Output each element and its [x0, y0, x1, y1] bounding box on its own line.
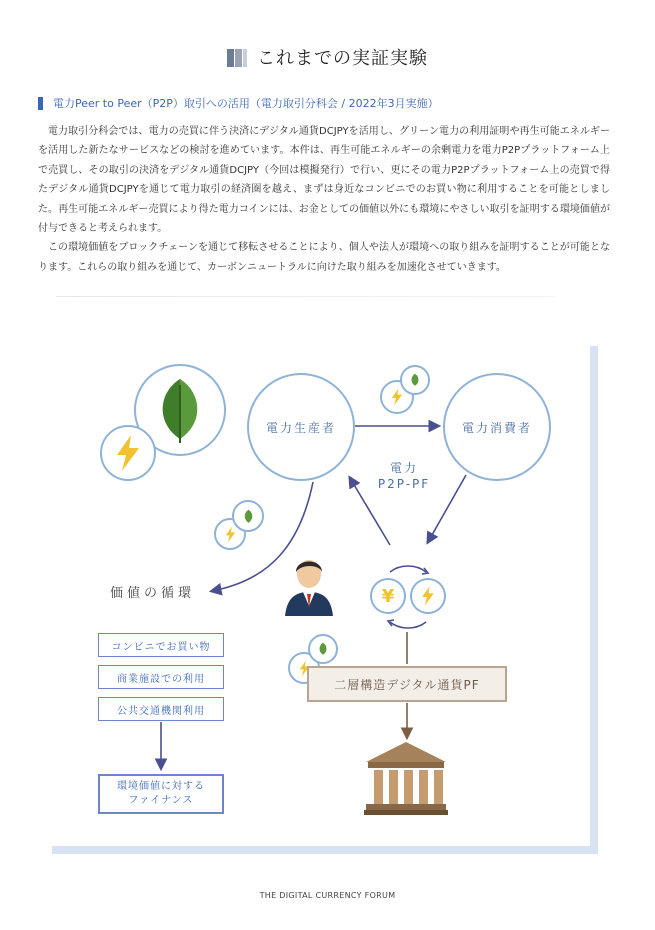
- small-leaf-coin-1: [400, 365, 430, 395]
- body-paragraph-1: 電力取引分科会では、電力の売買に伴う決済にデジタル通貨DCJPYを活用し、グリーン電力の利用証明や再生可能エネルギーを活用した新たなサービスなどの検討を進めています。本件は、再生可能エネルギーの余剰電力を電力P2Pプラットフォーム上で売買し、その取引の決済をデジタル通貨DCJPY（今回は模擬発行）で行い、更にその電力P2Pプラットフォーム上の売買で得たデジタル通貨DCJPYを通じて電力取引の経済圏を越え、まずは身近なコンビニでのお買い物に利用することを可能としました。再生可能エネルギー売買により得た電力コインには、お金としての価値以外にも環境にやさしい取引を証明する環境価値が付与できると考えられます。: [38, 126, 610, 235]
- producer-node: [247, 373, 355, 481]
- p2p-pf-label-line1: 電力: [389, 461, 418, 475]
- leaf-icon: [317, 641, 329, 657]
- p2p-pf-label-line2: P2P-PF: [377, 477, 431, 491]
- yen-symbol: ¥: [381, 585, 395, 607]
- lightning-icon: [224, 526, 237, 543]
- consumer-label: 電力消費者: [461, 420, 532, 435]
- use-box-convenience: コンビニでお買い物: [98, 633, 224, 657]
- finance-line1: 環境価値に対する: [117, 781, 205, 792]
- lightning-icon: [113, 434, 143, 472]
- yen-coin-icon: [370, 578, 406, 614]
- lightning-icon: [390, 388, 404, 406]
- leaf-icon: [150, 375, 210, 445]
- digital-currency-pf-box: 二層構造デジタル通貨PF: [307, 666, 507, 702]
- finance-line2: ファイナンス: [128, 795, 194, 806]
- person-icon: [281, 552, 337, 616]
- lightning-circle: [100, 425, 156, 481]
- value-cycle-label: 価値の循環: [110, 586, 196, 601]
- small-leaf-coin-2: [232, 500, 264, 532]
- producer-label: 電力生産者: [265, 420, 336, 435]
- page-title-text: これまでの実証実験: [257, 48, 428, 69]
- consumer-node: [443, 373, 551, 481]
- bolt-coin: [410, 578, 446, 614]
- small-leaf-coin-3: [308, 634, 338, 664]
- section-heading: 電力Peer to Peer（P2P）取引への活用（電力取引分科会 / 2022年3月実施）: [38, 97, 439, 110]
- lightning-icon: [420, 586, 436, 606]
- use-box-commercial: 商業施設での利用: [98, 665, 224, 689]
- finance-box: [98, 774, 224, 814]
- p2p-pf-label: [372, 460, 436, 492]
- leaf-icon: [409, 372, 421, 388]
- use-box-transport: 公共交通機関利用: [98, 697, 224, 721]
- leaf-icon: [242, 508, 255, 525]
- bank-icon: [364, 740, 448, 816]
- footer: THE DIGITAL CURRENCY FORUM: [259, 891, 396, 900]
- body-paragraph-2: この環境価値をブロックチェーンを通じて移転させることにより、個人や法人が環境への取り組みを証明することが可能となります。これらの取り組みを通じて、カーボンニュートラルに向けた取り組みを加速化させていきます。: [38, 242, 610, 273]
